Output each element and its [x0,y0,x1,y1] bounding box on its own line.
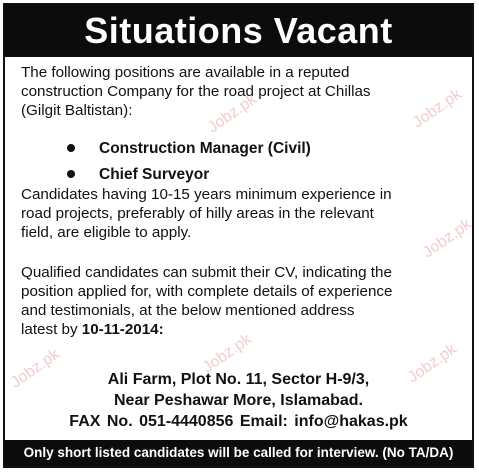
bullet-icon [67,144,75,152]
footer-note: Only short listed candidates will be called for interview. (No TA/DA) [5,440,472,466]
address-line: Near Peshawar More, Islamabad. [114,392,363,409]
requirements-paragraph [21,185,460,242]
application-line: position applied for, with complete details of experience [21,283,393,300]
bullet-icon [67,170,75,178]
contact-line: FAX No. 051-4440856 Email: info@hakas.pk [69,413,408,430]
requirements-line: Candidates having 10-15 years minimum experience in [21,186,392,203]
requirements-line: road projects, preferably of hilly areas in the relevant [21,205,374,222]
watermark: Jobz.pk [7,345,63,392]
ad-title: Situations Vacant [5,5,472,57]
intro-line: (Gilgit Baltistan): [21,102,133,119]
application-line [21,320,460,339]
watermark: Jobz.pk [419,215,475,262]
position-title: Chief Surveyor [99,166,210,183]
intro-line: The following positions are available in a reputed [21,64,350,81]
watermark: Jobz.pk [204,90,260,137]
address-line: Ali Farm, Plot No. 11, Sector H-9/3, [107,371,370,388]
intro-line: construction Company for the road project at Chillas [21,83,371,100]
intro-paragraph [21,63,460,120]
requirements-line: field, are eligible to apply. [21,224,192,241]
watermark: Jobz.pk [409,85,465,132]
position-title: Construction Manager (Civil) [99,140,311,157]
watermark: Jobz.pk [199,330,255,377]
application-line: Qualified candidates can submit their CV, indicating the [21,264,392,281]
application-paragraph [21,263,460,339]
job-advertisement [3,3,474,468]
position-item [67,138,311,164]
contact-address [5,369,472,432]
deadline-date: 10-11-2014: [81,321,164,338]
watermark: Jobz.pk [404,340,460,387]
positions-list [67,138,311,190]
application-line: and testimonials, at the below mentioned address [21,302,355,319]
deadline-prefix: latest by [21,321,82,338]
